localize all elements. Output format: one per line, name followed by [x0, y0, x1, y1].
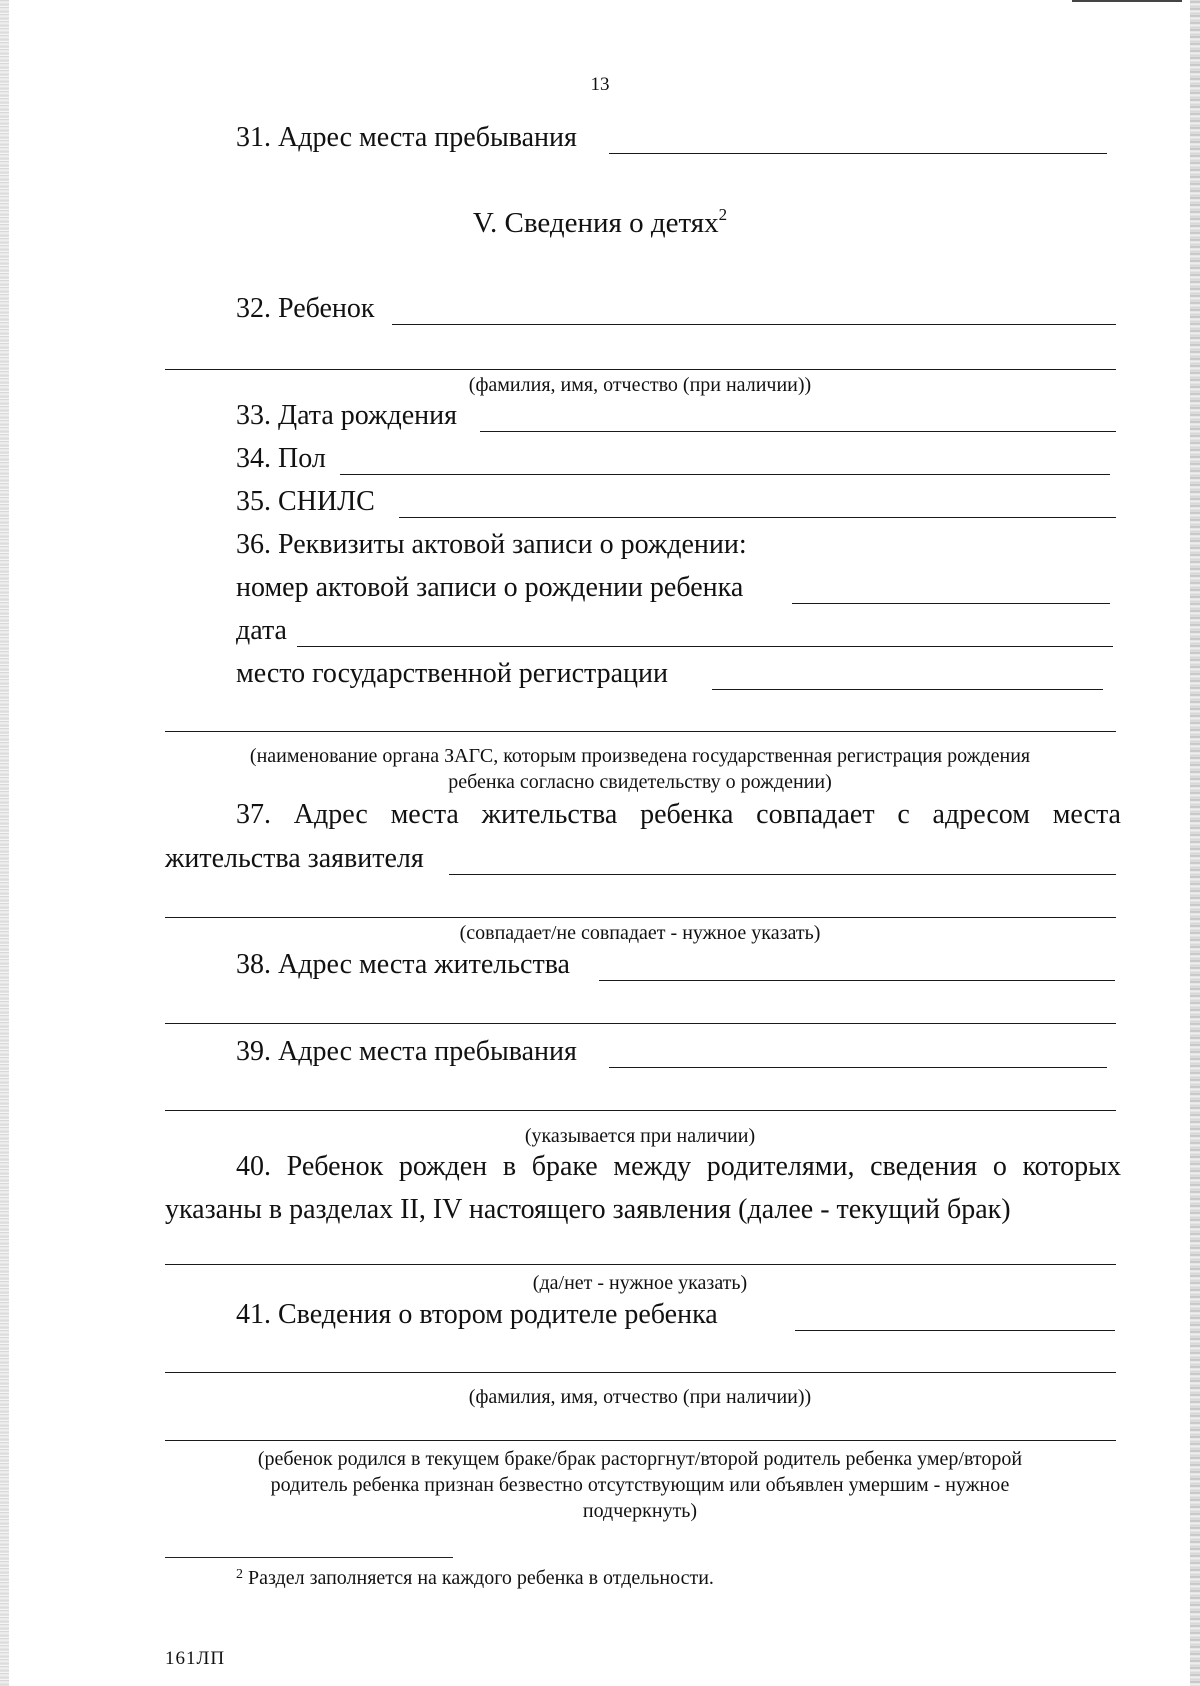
- item-39-field[interactable]: [609, 1067, 1107, 1068]
- item-40-label-line2: указаны в разделах II, IV настоящего заявления (далее - текущий брак): [165, 1194, 1011, 1225]
- item-36-number-label: номер актовой записи о рождении ребенка: [236, 572, 744, 603]
- footnote-ref: 2: [718, 205, 728, 224]
- item-34-label: 34. Пол: [236, 443, 326, 474]
- caption-status-line1: (ребенок родился в текущем браке/брак расторгнут/второй родитель ребенка умер/второй: [257, 1448, 1023, 1470]
- item-34-field[interactable]: [340, 474, 1110, 475]
- scan-edge-left: [0, 0, 9, 1686]
- item-31-field[interactable]: [609, 153, 1107, 154]
- item-40-field[interactable]: [165, 1264, 1116, 1265]
- item-41-status-field[interactable]: [165, 1440, 1116, 1441]
- caption-if-any: (указывается при наличии): [524, 1125, 756, 1147]
- item-37-label-line1: 37. Адрес места жительства ребенка совпадает с адресом места: [236, 799, 1121, 830]
- caption-status-line2: родитель ребенка признан безвестно отсутствующим или объявлен умершим - нужное: [270, 1474, 1010, 1496]
- footnote-rule: [165, 1557, 453, 1558]
- document-code: 161ЛП: [165, 1648, 226, 1669]
- item-32-label: 32. Ребенок: [236, 293, 375, 324]
- caption-status-line3: подчеркнуть): [582, 1500, 698, 1522]
- section-title: V. Сведения о детях$^2$: [472, 205, 728, 239]
- scan-edge-right: [1190, 0, 1200, 1686]
- item-36-label: 36. Реквизиты актовой записи о рождении:: [236, 529, 747, 560]
- item-36-number-field[interactable]: [792, 603, 1110, 604]
- item-32-field[interactable]: [392, 324, 1116, 325]
- caption-zags-line2: ребенка согласно свидетельству о рождении): [448, 771, 832, 793]
- item-41-field[interactable]: [795, 1330, 1115, 1331]
- caption-fio: (фамилия, имя, отчество (при наличии)): [468, 374, 812, 396]
- item-36-date-field[interactable]: [297, 646, 1113, 647]
- scan-mark: [1072, 0, 1182, 2]
- footnote-text: Раздел заполняется на каждого ребенка в отдельности.: [248, 1567, 714, 1589]
- item-33-label: 33. Дата рождения: [236, 400, 457, 431]
- item-36-place-field-cont[interactable]: [165, 731, 1116, 732]
- footnote-mark: 2: [236, 1567, 243, 1582]
- item-36-place-label: место государственной регистрации: [236, 658, 668, 689]
- item-33-field[interactable]: [480, 431, 1116, 432]
- caption-fio-2: (фамилия, имя, отчество (при наличии)): [468, 1386, 812, 1408]
- item-35-field[interactable]: [399, 517, 1116, 518]
- item-39-field-cont[interactable]: [165, 1110, 1116, 1111]
- item-36-date-label: дата: [236, 615, 287, 646]
- page-number: 13: [590, 74, 610, 95]
- item-37-field[interactable]: [449, 874, 1116, 875]
- item-31-label: 31. Адрес места пребывания: [236, 122, 577, 153]
- item-38-field[interactable]: [599, 980, 1115, 981]
- caption-zags-line1: (наименование органа ЗАГС, которым произведена государственная регистрация рождения: [249, 745, 1031, 767]
- item-40-label-line1: 40. Ребенок рожден в браке между родителями, сведения о которых: [236, 1151, 1121, 1182]
- caption-match: (совпадает/не совпадает - нужное указать): [459, 922, 821, 944]
- item-35-label: 35. СНИЛС: [236, 486, 375, 517]
- item-37-label-line2: жительства заявителя: [165, 843, 424, 874]
- footnote: [236, 1567, 714, 1590]
- item-37-field-cont[interactable]: [165, 917, 1116, 918]
- caption-yes-no: (да/нет - нужное указать): [532, 1272, 748, 1294]
- item-38-field-cont[interactable]: [165, 1023, 1116, 1024]
- item-32-field-cont[interactable]: [165, 369, 1116, 370]
- item-36-place-field[interactable]: [712, 689, 1103, 690]
- item-39-label: 39. Адрес места пребывания: [236, 1036, 577, 1067]
- item-41-field-cont[interactable]: [165, 1372, 1116, 1373]
- item-38-label: 38. Адрес места жительства: [236, 949, 570, 980]
- item-41-label: 41. Сведения о втором родителе ребенка: [236, 1299, 718, 1330]
